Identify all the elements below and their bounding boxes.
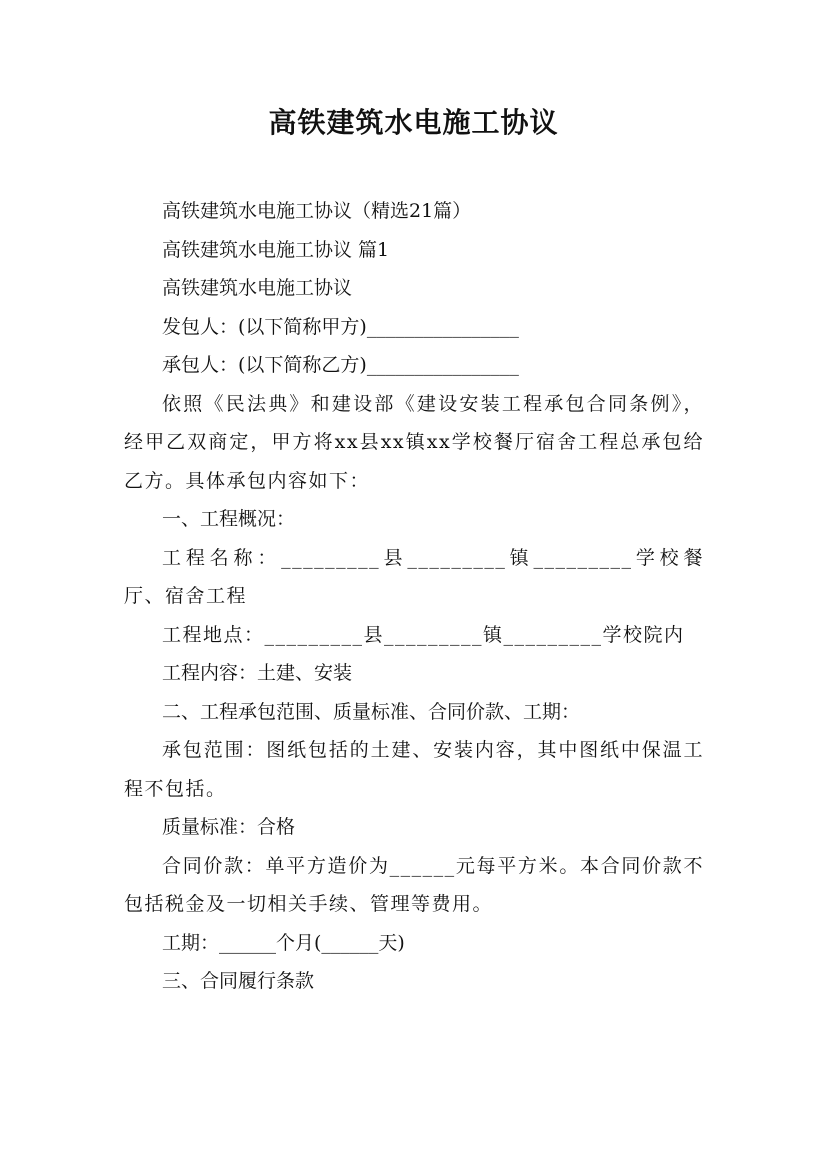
paragraph: 承包人：(以下简称乙方)________________ (162, 354, 519, 376)
paragraph: 工程内容：土建、安装 (162, 662, 353, 684)
paragraph: 高铁建筑水电施工协议 (162, 277, 353, 299)
paragraph: 一、工程概况： (162, 508, 296, 530)
paragraph: 工期：______个月(______天) (162, 931, 405, 954)
paragraph: 承包范围：图纸包括的土建、安装内容，其中图纸中保温工程不包括。 (124, 739, 704, 800)
paragraph: 合同价款：单平方造价为______元每平方米。本合同价款不包括税金及一切相关手续、管理等费用。 (124, 854, 704, 915)
document-body (124, 192, 704, 1001)
paragraph: 高铁建筑水电施工协议（精选21篇） (162, 200, 472, 222)
paragraph: 工程地点：_________县_________镇_________学校院内 (162, 623, 685, 646)
paragraph: 依照《民法典》和建设部《建设安装工程承包合同条例》，经甲乙双商定，甲方将xx县xx镇xx学校餐厅宿舍工程总承包给乙方。具体承包内容如下： (124, 392, 704, 492)
paragraph: 三、合同履行条款 (162, 970, 315, 992)
paragraph: 发包人：(以下简称甲方)________________ (162, 315, 519, 338)
paragraph: 工程名称：_________县_________镇_________学校餐厅、宿舍工程 (124, 546, 704, 607)
paragraph: 二、工程承包范围、质量标准、合同价款、工期： (162, 700, 581, 723)
document-title: 高铁建筑水电施工协议 (268, 106, 559, 139)
paragraph: 高铁建筑水电施工协议 篇1 (162, 238, 390, 261)
paragraph: 质量标准：合格 (162, 816, 296, 838)
